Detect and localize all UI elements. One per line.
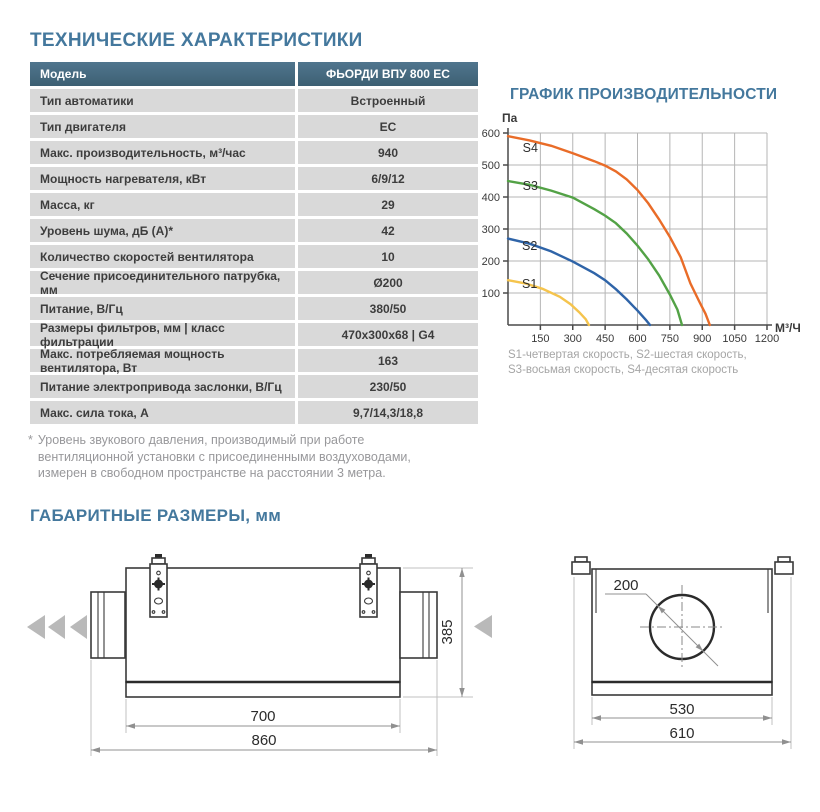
chart-caption: [508, 348, 747, 378]
performance-chart: [478, 106, 818, 351]
table-header-row: [30, 62, 478, 86]
table-row: [30, 219, 478, 242]
series-curve-S1: [508, 280, 589, 325]
spec-value: 9,7/14,3/18,8: [298, 401, 478, 424]
spec-label: Макс. производительность, м³/час: [30, 141, 295, 164]
x-axis-unit-label: М³/Ч: [775, 321, 801, 335]
airflow-arrow-icon: [70, 615, 87, 639]
specs-table: [30, 62, 478, 424]
series-label-S3: S3: [522, 178, 538, 193]
x-tick-label: 150: [531, 333, 550, 345]
footnote-marker: *: [28, 433, 33, 447]
x-tick-label: 750: [660, 333, 680, 345]
spec-value: 163: [298, 349, 478, 372]
dimension-value: 610: [669, 725, 695, 742]
spec-label: Количество скоростей вентилятора: [30, 245, 295, 268]
dimension-value: 200: [613, 577, 639, 594]
y-tick-label: 600: [481, 128, 500, 140]
caption-line: S3-восьмая скорость, S4-десятая скорость: [508, 364, 739, 376]
spec-label: Питание, В/Гц: [30, 297, 295, 320]
table-row: [30, 268, 478, 297]
y-tick-label: 200: [481, 256, 500, 268]
spec-label: Мощность нагревателя, кВт: [30, 167, 295, 190]
header-label: Модель: [30, 62, 295, 86]
spec-label: Сечение присоединительного патрубка, мм: [30, 271, 295, 294]
dimensions-title: ГАБАРИТНЫЕ РАЗМЕРЫ, мм: [30, 506, 282, 525]
airflow-arrow-icon: [27, 615, 45, 639]
spec-value: 10: [298, 245, 478, 268]
dimension-value: 385: [439, 619, 456, 645]
dimension-value: 700: [250, 708, 276, 725]
spec-value: 42: [298, 219, 478, 242]
table-row: [30, 375, 478, 398]
spec-label: Масса, кг: [30, 193, 295, 216]
spec-value: Ø200: [298, 271, 478, 294]
duct-collar-right: [400, 592, 437, 658]
airflow-arrow-icon: [48, 615, 65, 639]
mounting-bracket: [150, 554, 167, 617]
mounting-foot: [775, 557, 793, 574]
series-label-S1: S1: [522, 276, 538, 291]
y-tick-label: 500: [481, 160, 500, 172]
table-row: [30, 193, 478, 216]
spec-label: Макс. сила тока, А: [30, 401, 295, 424]
footnote-text: Уровень звукового давления, производимый при работе вентиляционной установки с присоединенными воздуховодами, измерен в свободном пространстве на расстоянии 3 метра.: [37, 433, 411, 480]
table-row: [30, 401, 478, 424]
mounting-bracket: [360, 554, 377, 617]
side-view-drawing: [25, 553, 495, 765]
dimension-value: 860: [251, 732, 277, 749]
x-tick-label: 900: [693, 333, 712, 345]
spec-label: Макс. потребляемая мощность вентилятора, Вт: [30, 349, 295, 372]
dimension-body-width: [592, 697, 772, 725]
end-view-drawing: [560, 553, 820, 765]
spec-value: 940: [298, 141, 478, 164]
x-tick-label: 300: [563, 333, 582, 345]
mounting-foot: [572, 557, 590, 574]
y-tick-label: 100: [481, 288, 500, 300]
spec-label: Питание электропривода заслонки, В/Гц: [30, 375, 295, 398]
spec-label: Уровень шума, дБ (А)*: [30, 219, 295, 242]
y-axis-unit-label: Па: [502, 111, 518, 125]
spec-value: 380/50: [298, 297, 478, 320]
x-tick-label: 1050: [722, 333, 747, 345]
spec-label: Размеры фильтров, мм | класс фильтрации: [30, 323, 295, 346]
spec-value: 230/50: [298, 375, 478, 398]
chart-title: ГРАФИК ПРОИЗВОДИТЕЛЬНОСТИ: [510, 86, 778, 103]
table-row: [30, 346, 478, 375]
spec-value: 29: [298, 193, 478, 216]
duct-collar-left: [91, 592, 125, 658]
dimension-body-length: [126, 699, 400, 733]
table-row: [30, 320, 478, 349]
unit-base-plate: [592, 682, 772, 695]
table-row: [30, 167, 478, 190]
table-row: [30, 141, 478, 164]
spec-value: Встроенный: [298, 89, 478, 112]
series-label-S4: S4: [522, 141, 538, 156]
unit-base-plate: [126, 682, 400, 697]
spec-value: 470х300х68 | G4: [298, 323, 478, 346]
spec-value: EC: [298, 115, 478, 138]
y-tick-label: 300: [481, 224, 500, 236]
table-row: [30, 89, 478, 112]
caption-line: S1-четвертая скорость, S2-шестая скорость,: [508, 349, 747, 361]
header-value: ФЬОРДИ ВПУ 800 EC: [298, 62, 478, 86]
series-label-S2: S2: [522, 239, 538, 254]
spec-label: Тип двигателя: [30, 115, 295, 138]
table-row: [30, 297, 478, 320]
page-title: ТЕХНИЧЕСКИЕ ХАРАКТЕРИСТИКИ: [30, 30, 363, 51]
y-tick-label: 400: [481, 192, 500, 204]
airflow-arrow-icon: [474, 615, 492, 638]
x-tick-label: 450: [595, 333, 615, 345]
table-row: [30, 245, 478, 268]
spec-value: 6/9/12: [298, 167, 478, 190]
footnote: [28, 432, 460, 482]
dimension-value: 530: [669, 701, 695, 718]
x-tick-label: 1200: [754, 333, 780, 345]
spec-label: Тип автоматики: [30, 89, 295, 112]
table-row: [30, 115, 478, 138]
x-tick-label: 600: [628, 333, 647, 345]
